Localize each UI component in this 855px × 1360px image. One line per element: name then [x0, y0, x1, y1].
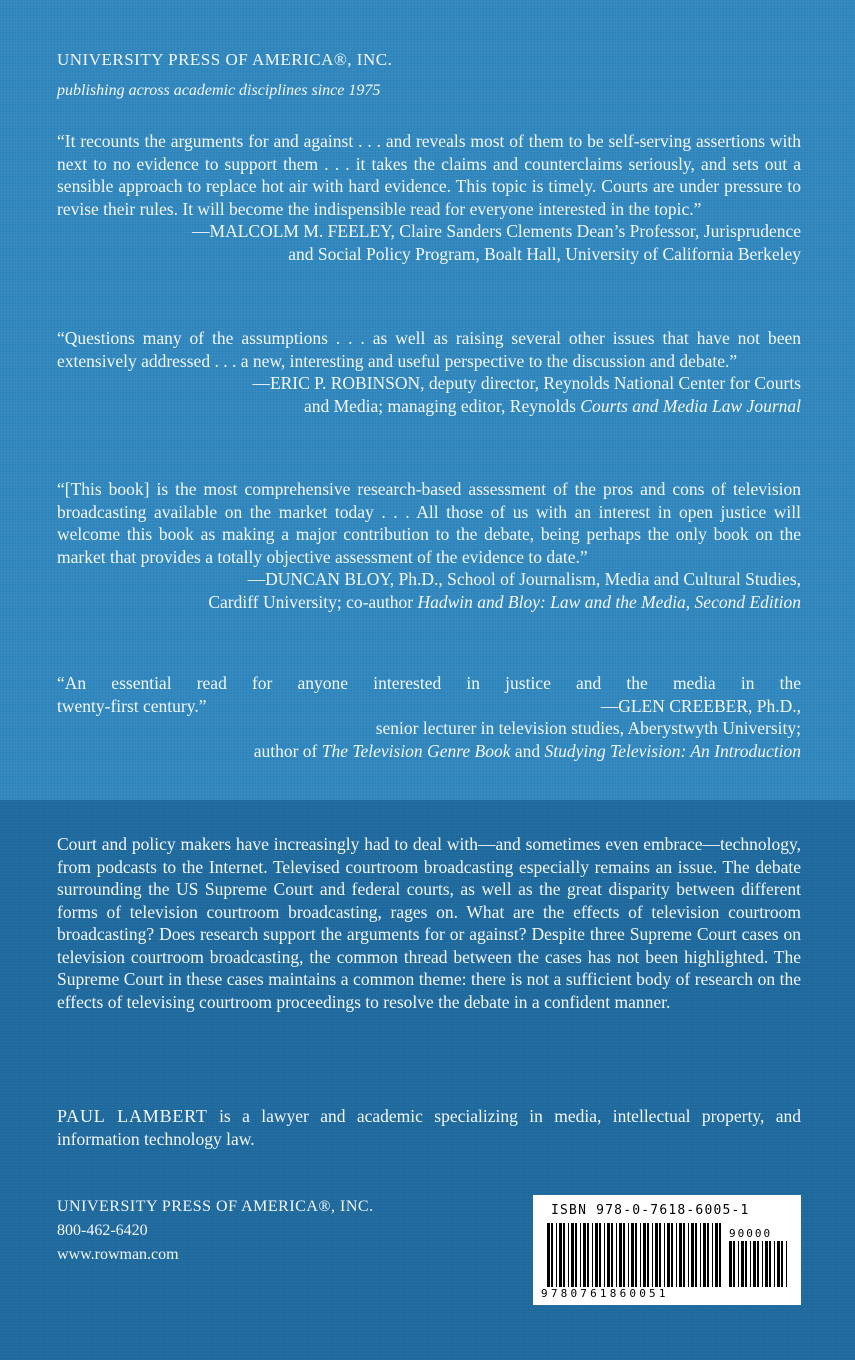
- book-title: Studying Television: An Introduction: [544, 740, 801, 761]
- quote-attribution: [57, 372, 801, 417]
- author-bio: [57, 1105, 801, 1150]
- attribution-line: —MALCOLM M. FEELEY, Claire Sanders Clements Dean’s Professor, Jurisprudence: [192, 221, 801, 241]
- review-quote-2: [57, 327, 801, 417]
- barcode-digits: 9780761860051: [541, 1287, 669, 1300]
- quote-line-row: [57, 695, 801, 718]
- quote-text: twenty-first century.”: [57, 695, 207, 716]
- quote-text: “[This book] is the most comprehensive research-based assessment of the pros and cons of television broadcasting available on the market today . . . All those of us with an interest in open justice will welcome this book as making a major contribution to the debate, being perhaps the only book on the market that provides a totally objective assessment of the evidence to date.”: [57, 479, 801, 567]
- author-bio-text: is a lawyer and academic specializing in media, intellectual property, and information technology law.: [57, 1106, 801, 1149]
- attribution-line: —DUNCAN BLOY, Ph.D., School of Journalism, Media and Cultural Studies,: [247, 569, 801, 589]
- attribution-line: and Media; managing editor, Reynolds: [303, 395, 581, 416]
- quote-attribution: [57, 568, 801, 613]
- footer-publisher-block: [57, 1195, 374, 1267]
- price-code: 90000: [729, 1227, 773, 1240]
- quote-text: “Questions many of the assumptions . . . as well as raising several other issues that have not been extensively addressed . . . a new, interesting and useful perspective to the discussion and debate.”: [57, 328, 801, 371]
- journal-title: Courts and Media Law Journal: [580, 395, 801, 416]
- attribution-line: and Social Policy Program, Boalt Hall, University of California Berkeley: [288, 243, 801, 264]
- attribution-line: and: [510, 740, 545, 761]
- footer-website: www.rowman.com: [57, 1246, 179, 1263]
- publisher-name: UNIVERSITY PRESS OF AMERICA®, INC.: [57, 50, 393, 69]
- quote-text: “An essential read for anyone interested in justice and the media in the: [57, 673, 801, 693]
- isbn-number: ISBN 978-0-7618-6005-1: [551, 1203, 750, 1218]
- attribution-line: —GLEN CREEBER, Ph.D.,: [600, 695, 801, 716]
- book-description: Court and policy makers have increasingly had to deal with—and sometimes even embrace—technology, from podcasts to the Internet. Televised courtroom broadcasting especially remains an issue. The debate surrounding the US Supreme Court and federal courts, as well as the great disparity between different forms of television courtroom broadcasting, rages on. What are the effects of television courtroom broadcasting? Does research support the arguments for or against? Despite three Supreme Court cases on television courtroom broadcasting, the common thread between the cases has not been highlighted. The Supreme Court in these cases maintains a common theme: there is not a sufficient body of research on the effects of televising courtroom proceedings to resolve the debate in a confident manner.: [57, 834, 801, 1012]
- author-name: PAUL LAMBERT: [57, 1106, 208, 1126]
- review-quote-3: [57, 478, 801, 613]
- footer-phone: 800-462-6420: [57, 1222, 148, 1239]
- quote-text: “It recounts the arguments for and against . . . and reveals most of them to be self-serving assertions with next to no evidence to support them . . . it takes the claims and counterclaims seriously, and sets out a sensible approach to replace hot air with hard evidence. This topic is timely. Courts are under pressure to revise their rules. It will become the indispensible read for everyone interested in the topic.”: [57, 131, 801, 219]
- attribution-line: Cardiff University; co-author: [208, 591, 418, 612]
- attribution-line: —ERIC P. ROBINSON, deputy director, Reynolds National Center for Courts: [252, 373, 801, 393]
- footer-publisher: UNIVERSITY PRESS OF AMERICA®, INC.: [57, 1198, 374, 1215]
- review-quote-1: [57, 130, 801, 265]
- attribution-line: senior lecturer in television studies, Aberystwyth University;: [375, 718, 801, 738]
- review-quote-4: [57, 672, 801, 762]
- quote-attribution: [57, 717, 801, 762]
- book-title: Hadwin and Bloy: Law and the Media, Second Edition: [417, 591, 801, 612]
- isbn-barcode: [533, 1195, 801, 1305]
- attribution-line: author of: [253, 740, 322, 761]
- publisher-tagline: publishing across academic disciplines since 1975: [57, 82, 381, 99]
- quote-attribution: [57, 220, 801, 265]
- book-title: The Television Genre Book: [321, 740, 511, 761]
